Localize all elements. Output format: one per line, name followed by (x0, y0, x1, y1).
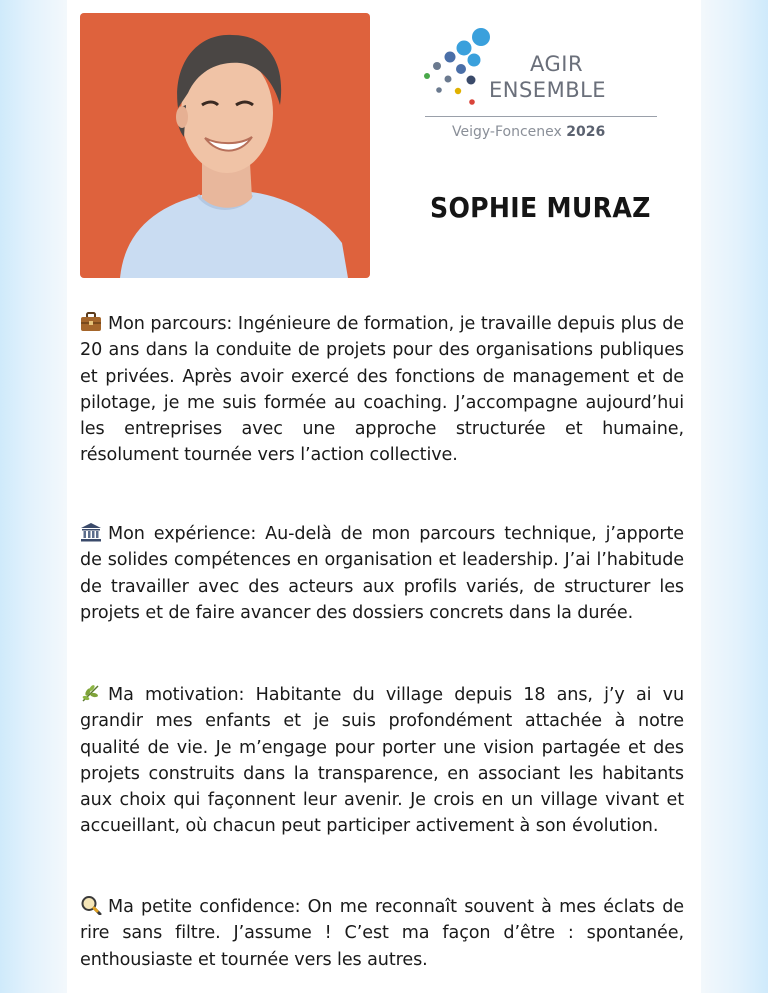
candidate-photo (80, 13, 370, 278)
section-confidence (80, 894, 684, 973)
logo-text-line1: AGIR (530, 52, 584, 76)
section-experience (80, 521, 684, 626)
section-experience-text: Mon expérience: Au-delà de mon parcours technique, j’apporte de solides compétences en organisation et leadership. J’ai l’habitude de travailler avec des acteurs aux profils variés, de structurer les projets et de faire avancer des dossiers concrets dans la durée. (80, 524, 684, 623)
logo-dots-icon (417, 24, 497, 119)
magnifying-glass-icon (80, 895, 102, 915)
profile-card (67, 0, 701, 993)
briefcase-icon (80, 312, 102, 332)
logo-text-line2: ENSEMBLE (489, 78, 607, 102)
logo-divider (425, 116, 657, 117)
section-parcours-text: Mon parcours: Ingénieure de formation, je travaille depuis plus de 20 ans dans la conduite de projets pour des organisations publiques et privées. Après avoir exercé des fonctions de management et de pilotage, je me suis formée au coaching. J’accompagne aujourd’hui les entreprises avec une approche structurée et humaine, résolument tournée vers l’action collective. (80, 314, 684, 466)
section-confidence-text: Ma petite confidence: On me reconnaît souvent à mes éclats de rire sans filtre. J’assume ! C’est ma façon d’être : spontanée, enthousiaste et tournée vers les autres. (80, 897, 684, 970)
portrait-illustration (80, 13, 370, 278)
herb-icon (80, 683, 102, 703)
section-motivation (80, 682, 684, 840)
agir-ensemble-logo (417, 24, 662, 154)
logo-year: 2026 (566, 124, 606, 140)
classical-building-icon (80, 522, 102, 542)
logo-town: Veigy-Foncenex (452, 124, 562, 140)
section-parcours (80, 311, 684, 469)
logo-subtitle (452, 124, 605, 140)
section-motivation-text: Ma motivation: Habitante du village depuis 18 ans, j’y ai vu grandir mes enfants et je suis profondément attachée à notre qualité de vie. Je m’engage pour porter une vision partagée et des projets construits dans la transparence, en associant les habitants aux choix qui façonnent leur avenir. Je crois en un village vivant et accueillant, où chacun peut participer activement à son évolution. (80, 685, 684, 837)
candidate-name: SOPHIE MURAZ (430, 191, 651, 224)
